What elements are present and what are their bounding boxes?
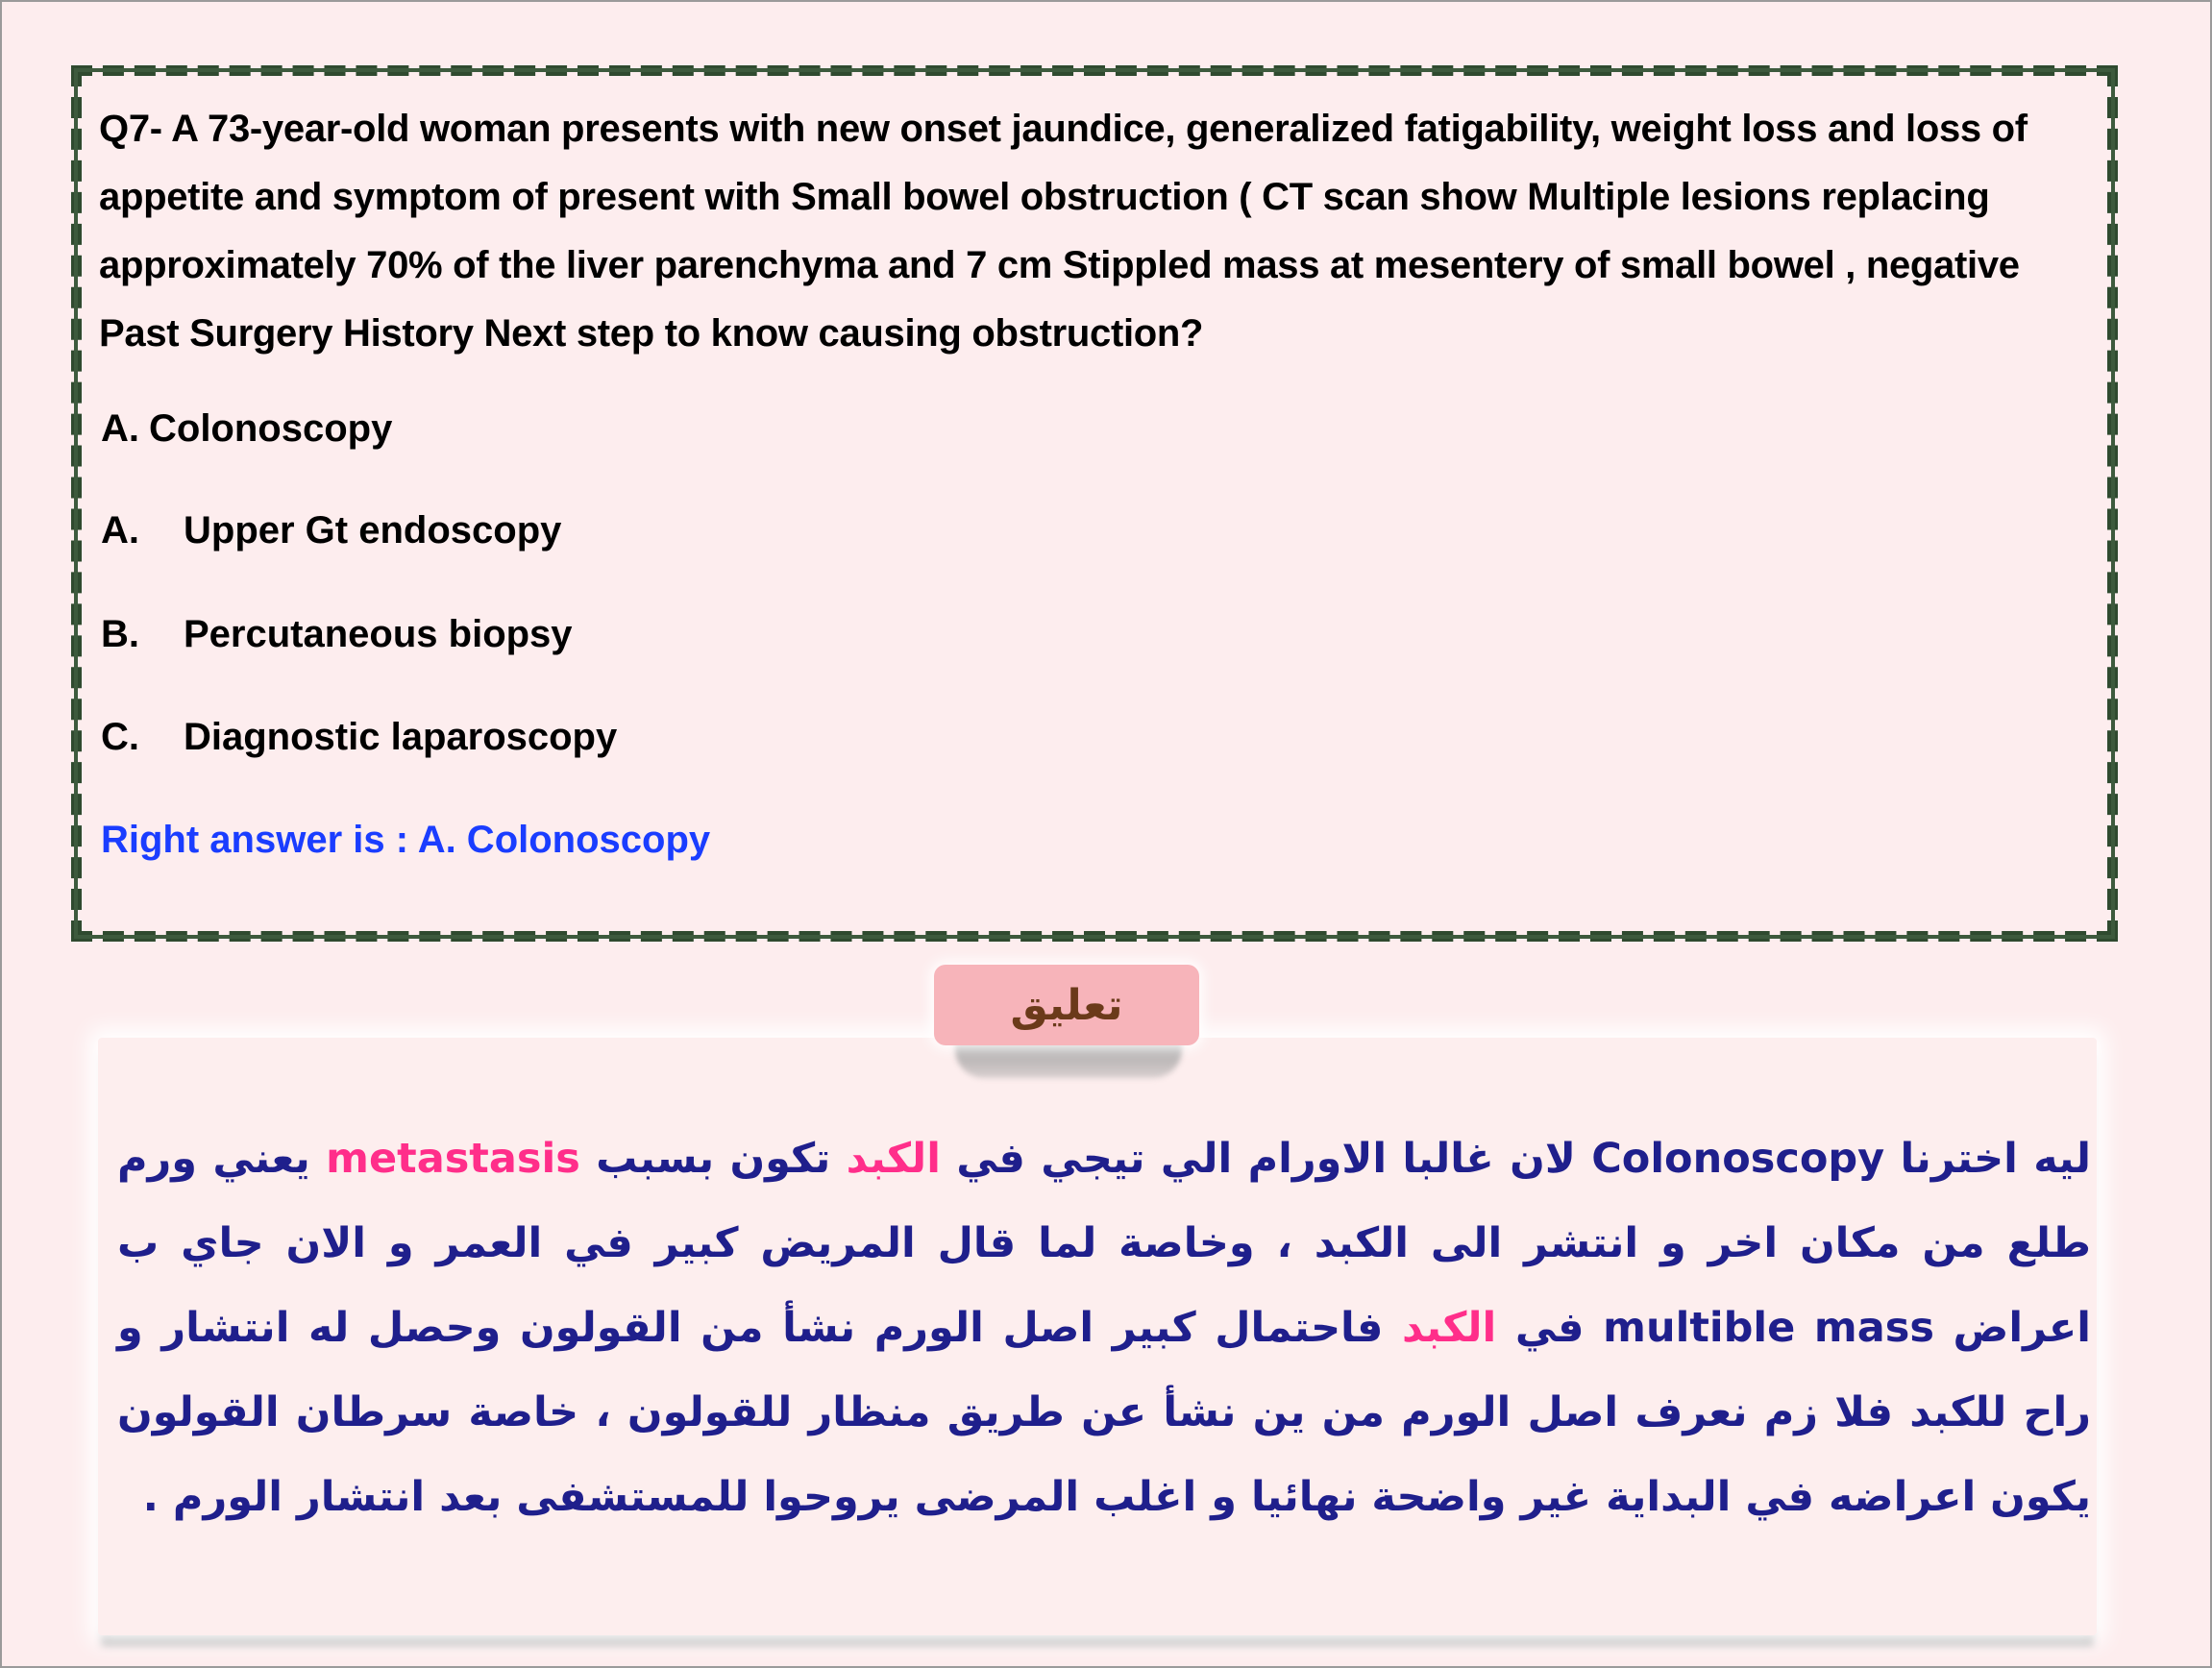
comment-segment: تكون بسبب (579, 1135, 847, 1183)
question-stem: Q7- A 73-year-old woman presents with new onset jaundice, generalized fatigability, weight loss and loss of appetite and symptom of present with Small bowel obstruction ( CT scan show Multiple lesions replacing approximately 70% of the liver parenchyma and 7 cm Stippled mass at mesentery of small bowel , negative Past Surgery History Next step to know causing obstruction? (99, 108, 2028, 355)
comment-text (117, 1116, 2091, 1539)
comment-term-colonoscopy: Colonoscopy (1591, 1135, 1885, 1183)
comment-highlight-liver: الكبد (846, 1135, 941, 1183)
option-letter: C. (101, 716, 139, 758)
option-letter: B. (101, 613, 139, 655)
option-text: Percutaneous biopsy (184, 613, 573, 655)
option-a-colonoscopy[interactable] (101, 405, 392, 453)
comment-highlight-liver: الكبد (1401, 1304, 1497, 1352)
comment-label-tab: تعليق (934, 965, 1199, 1045)
option-c-diagnostic-laparoscopy[interactable] (101, 713, 617, 761)
option-text: Upper Gt endoscopy (184, 509, 562, 552)
option-a-upper-gt-endoscopy[interactable] (101, 506, 561, 554)
comment-highlight-metastasis: metastasis (326, 1135, 580, 1183)
comment-segment: يعني ورم طلع من مكان اخر و انتشر الى الكبد ، وخاصة لما قال المريض كبير في العمر و الان جاي ب اعراض (117, 1135, 2091, 1352)
question-box (71, 65, 2118, 942)
comment-segment: لان غالبا الاورام الي تيجي في (940, 1135, 1592, 1183)
option-letter: A. (101, 407, 139, 450)
option-letter: A. (101, 509, 139, 552)
right-answer: Right answer is : A. Colonoscopy (101, 819, 711, 861)
option-b-percutaneous-biopsy[interactable] (101, 610, 573, 658)
option-text: Diagnostic laparoscopy (184, 716, 618, 758)
comment-segment: في (1496, 1304, 1604, 1352)
comment-card (98, 1038, 2097, 1635)
comment-segment: فاحتمال كبير اصل الورم نشأ من القولون وحصل له انتشار و راح للكبد فلا زم نعرف اصل الورم من ين نشأ عن طريق منظار للقولون ، خاصة سرطان القولون يكون اعراضه في البداية غير واضحة نهائيا و اغلب المرضى يروحوا للمستشفى بعد انتشار الورم . (117, 1304, 2091, 1521)
option-text: Colonoscopy (149, 407, 393, 450)
comment-term-multible-mass: multible mass (1603, 1304, 1934, 1352)
comment-segment: ليه اخترنا (1884, 1135, 2091, 1183)
